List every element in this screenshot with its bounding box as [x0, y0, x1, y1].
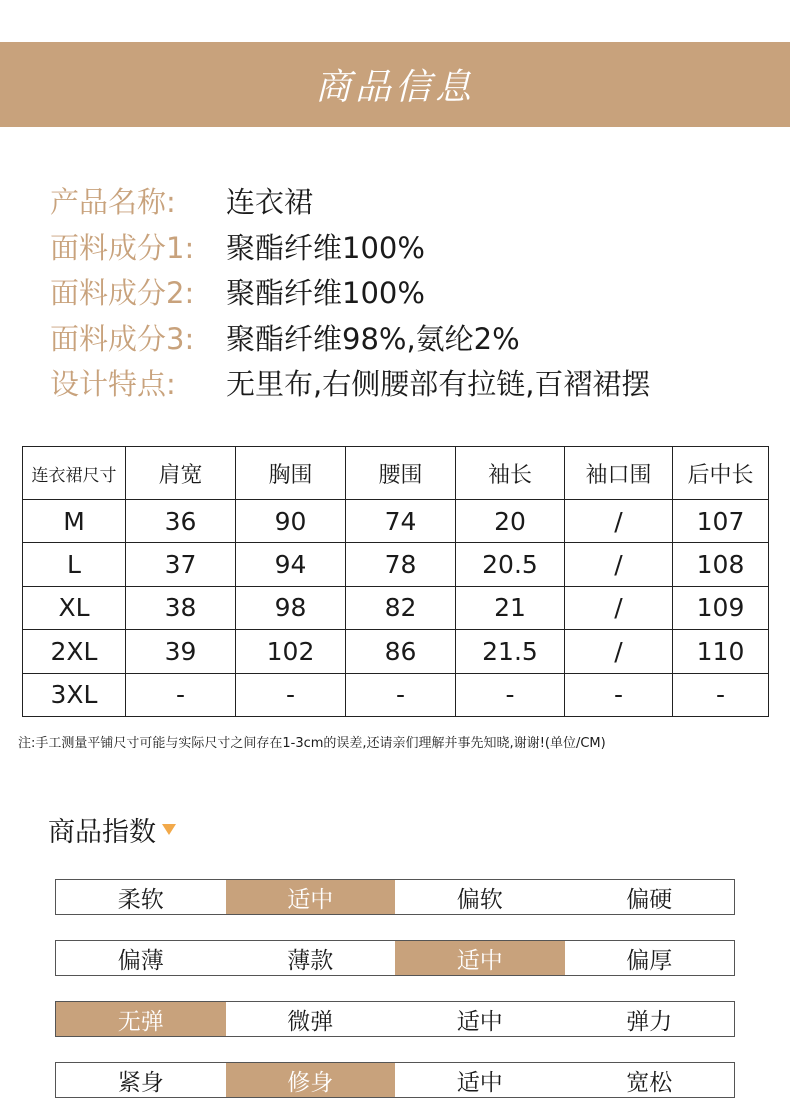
index-option: 适中: [395, 941, 565, 975]
table-cell: 74: [346, 500, 456, 543]
column-header: 肩宽: [126, 447, 236, 500]
table-row: [23, 543, 769, 586]
table-cell: -: [346, 673, 456, 716]
measurement-note: 注:手工测量平铺尺寸可能与实际尺寸之间存在1-3cm的误差,还请亲们理解并事先知晓,谢谢!(单位/CM): [18, 736, 606, 751]
index-option: 偏薄: [117, 947, 164, 974]
table-cell: L: [23, 543, 126, 586]
index-option: 弹力: [626, 1008, 673, 1035]
table-cell: 86: [346, 630, 456, 673]
info-value: 聚酯纤维100%: [226, 276, 425, 311]
index-option: 柔软: [117, 886, 164, 913]
index-option: 无弹: [56, 1002, 226, 1036]
index-row-thickness: [55, 940, 735, 976]
table-cell: 94: [236, 543, 346, 586]
table-cell: -: [673, 673, 769, 716]
index-row-softness: [55, 879, 735, 915]
size-table-header: [23, 447, 769, 500]
index-option: 微弹: [287, 1008, 334, 1035]
table-cell: 3XL: [23, 673, 126, 716]
info-value: 连衣裙: [226, 185, 314, 220]
table-cell: M: [23, 500, 126, 543]
column-header: 袖长: [456, 447, 565, 500]
table-cell: 109: [673, 586, 769, 629]
product-info-list: [50, 178, 650, 406]
table-cell: -: [126, 673, 236, 716]
info-row-name: [50, 178, 650, 224]
index-option: 紧身: [117, 1069, 164, 1096]
table-cell: 107: [673, 500, 769, 543]
index-option: 修身: [226, 1063, 396, 1097]
table-row: [23, 500, 769, 543]
table-cell: 2XL: [23, 630, 126, 673]
table-cell: 39: [126, 630, 236, 673]
index-option: 适中: [226, 880, 396, 914]
table-cell: 38: [126, 586, 236, 629]
table-cell: 20.5: [456, 543, 565, 586]
table-cell: -: [456, 673, 565, 716]
table-cell: -: [236, 673, 346, 716]
index-option: 适中: [456, 1069, 503, 1096]
column-header: 连衣裙尺寸: [23, 447, 126, 500]
table-cell: 20: [456, 500, 565, 543]
info-label: 产品名称:: [50, 185, 176, 220]
info-label: 设计特点:: [50, 367, 176, 402]
index-option: 偏硬: [626, 886, 673, 913]
table-row: [23, 586, 769, 629]
table-cell: 102: [236, 630, 346, 673]
table-row: [23, 630, 769, 673]
index-option: 偏厚: [626, 947, 673, 974]
index-option: 宽松: [626, 1069, 673, 1096]
index-row-fit: [55, 1062, 735, 1098]
info-label: 面料成分1:: [50, 230, 195, 265]
column-header: 后中长: [673, 447, 769, 500]
table-cell: /: [565, 630, 673, 673]
index-option: 薄款: [287, 947, 334, 974]
table-cell: 108: [673, 543, 769, 586]
triangle-down-icon: [162, 824, 176, 835]
table-cell: 21.5: [456, 630, 565, 673]
table-cell: 78: [346, 543, 456, 586]
header-banner: [0, 42, 790, 127]
table-cell: -: [565, 673, 673, 716]
info-value: 聚酯纤维98%,氨纶2%: [226, 321, 520, 356]
table-cell: /: [565, 500, 673, 543]
table-cell: 98: [236, 586, 346, 629]
table-cell: 82: [346, 586, 456, 629]
table-cell: XL: [23, 586, 126, 629]
index-option: 偏软: [456, 886, 503, 913]
table-cell: 21: [456, 586, 565, 629]
table-cell: 36: [126, 500, 236, 543]
info-label: 面料成分3:: [50, 321, 195, 356]
index-title-text: 商品指数: [48, 817, 156, 848]
table-cell: /: [565, 586, 673, 629]
index-option: 适中: [456, 1008, 503, 1035]
column-header: 胸围: [236, 447, 346, 500]
size-table: [22, 446, 769, 717]
info-row-design: [50, 360, 650, 406]
banner-title: 商品信息: [314, 67, 475, 108]
info-value: 聚酯纤维100%: [226, 230, 425, 265]
index-section-title: [48, 810, 176, 849]
table-cell: 110: [673, 630, 769, 673]
info-row-fabric-3: [50, 315, 650, 361]
table-row: [23, 673, 769, 716]
info-row-fabric-2: [50, 269, 650, 315]
column-header: 袖口围: [565, 447, 673, 500]
info-value: 无里布,右侧腰部有拉链,百褶裙摆: [226, 367, 651, 402]
column-header: 腰围: [346, 447, 456, 500]
table-cell: 37: [126, 543, 236, 586]
info-row-fabric-1: [50, 224, 650, 270]
info-label: 面料成分2:: [50, 276, 195, 311]
table-cell: /: [565, 543, 673, 586]
index-row-elasticity: [55, 1001, 735, 1037]
table-cell: 90: [236, 500, 346, 543]
